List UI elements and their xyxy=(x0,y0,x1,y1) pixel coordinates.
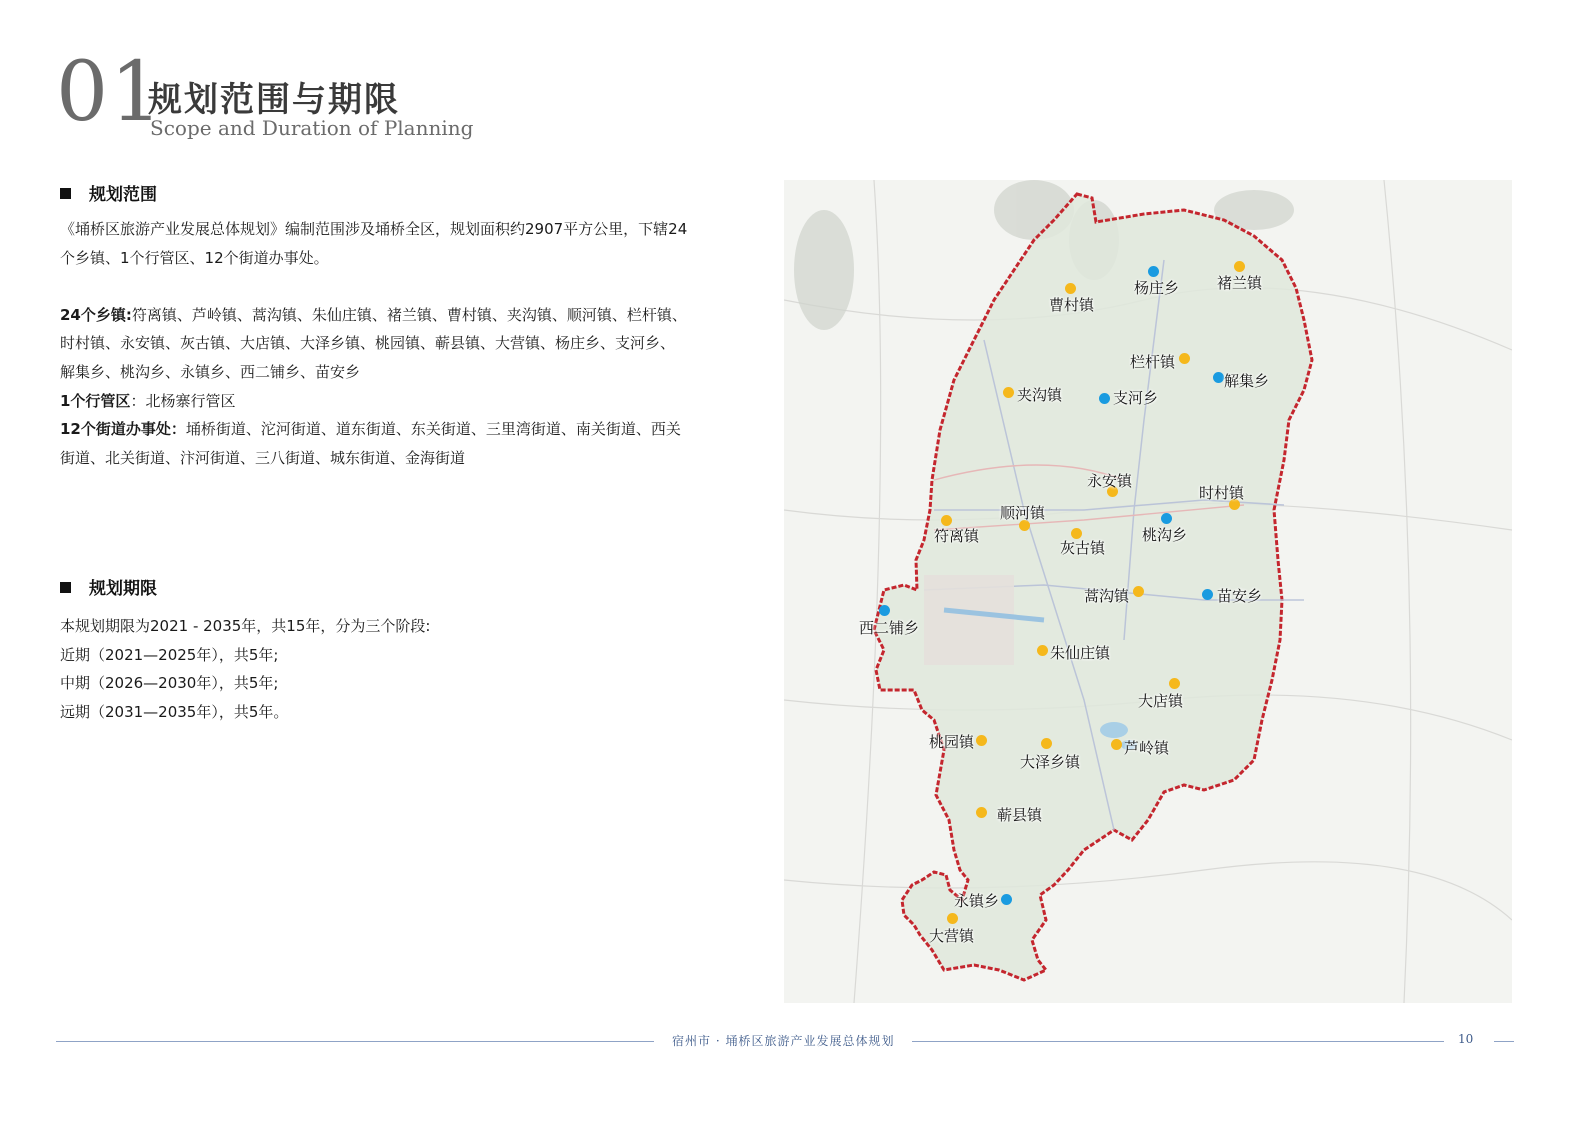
township-marker xyxy=(879,605,890,616)
place-label: 褚兰镇 xyxy=(1217,274,1263,292)
place-label: 苗安乡 xyxy=(1217,587,1263,605)
duration-line: 本规划期限为2021 - 2035年，共15年，分为三个阶段: xyxy=(60,617,431,635)
place-label: 大泽乡镇 xyxy=(1020,753,1081,771)
place-label: 曹村镇 xyxy=(1049,296,1095,314)
place-label: 芦岭镇 xyxy=(1124,739,1170,757)
place-label: 栏杆镇 xyxy=(1130,353,1176,371)
page-number: 10 xyxy=(1458,1032,1474,1046)
town-marker xyxy=(947,913,958,924)
town-marker xyxy=(976,735,987,746)
towns-line: 24个乡镇:符离镇、芦岭镇、蒿沟镇、朱仙庄镇、褚兰镇、曹村镇、夹沟镇、顺河镇、栏杆镇、 xyxy=(60,305,687,324)
place-label: 灰古镇 xyxy=(1060,539,1106,557)
scope-intro-line: 《埇桥区旅游产业发展总体规划》编制范围涉及埇桥全区，规划面积约2907平方公里，下辖24 xyxy=(60,220,688,238)
township-marker xyxy=(1001,894,1012,905)
town-marker xyxy=(1065,283,1076,294)
duration-line: 远期（2031—2035年），共5年。 xyxy=(60,702,289,721)
footer-rule xyxy=(56,1041,654,1042)
place-label: 时村镇 xyxy=(1199,484,1245,502)
page-subtitle: Scope and Duration of Planning xyxy=(150,116,474,140)
footer-title: 宿州市 · 埇桥区旅游产业发展总体规划 xyxy=(672,1034,895,1048)
district-map xyxy=(784,180,1512,1003)
admin-line: 1个行管区：北杨寨行管区 xyxy=(60,391,236,410)
duration-heading: 规划期限 xyxy=(60,574,157,599)
town-marker xyxy=(976,807,987,818)
section-number: 01 xyxy=(56,45,165,140)
bullet-square-icon xyxy=(60,582,71,593)
township-marker xyxy=(1213,372,1224,383)
township-marker xyxy=(1148,266,1159,277)
place-label: 支河乡 xyxy=(1113,389,1159,407)
place-label: 蕲县镇 xyxy=(997,806,1043,824)
page-title: 规划范围与期限 xyxy=(148,80,400,120)
place-label: 西二铺乡 xyxy=(859,619,920,637)
place-label: 符离镇 xyxy=(934,527,980,545)
place-label: 永安镇 xyxy=(1087,472,1133,490)
duration-line: 中期（2026—2030年），共5年; xyxy=(60,674,279,693)
town-marker xyxy=(1169,678,1180,689)
place-label: 杨庄乡 xyxy=(1134,279,1180,297)
place-label: 桃园镇 xyxy=(929,733,975,751)
town-marker xyxy=(1037,645,1048,656)
place-label: 大店镇 xyxy=(1138,692,1184,710)
scope-heading: 规划范围 xyxy=(60,180,157,205)
town-marker xyxy=(1234,261,1245,272)
place-label: 蒿沟镇 xyxy=(1084,587,1130,605)
streets-line: 街道、北关街道、汴河街道、三八街道、城东街道、金海街道 xyxy=(60,448,466,467)
place-label: 大营镇 xyxy=(929,927,975,945)
place-label: 永镇乡 xyxy=(954,892,1000,910)
town-marker xyxy=(1041,738,1052,749)
scope-intro-line: 个乡镇、1个行管区、12个街道办事处。 xyxy=(60,248,329,267)
scope-body xyxy=(60,215,730,472)
township-marker xyxy=(1099,393,1110,404)
township-marker xyxy=(1161,513,1172,524)
duration-line: 近期（2021—2025年），共5年; xyxy=(60,645,279,664)
towns-line: 解集乡、桃沟乡、永镇乡、西二铺乡、苗安乡 xyxy=(60,362,361,381)
town-marker xyxy=(1003,387,1014,398)
town-marker xyxy=(1179,353,1190,364)
township-marker xyxy=(1202,589,1213,600)
town-marker xyxy=(1133,586,1144,597)
streets-line: 12个街道办事处：埇桥街道、沱河街道、道东街道、东关街道、三里湾街道、南关街道、西关 xyxy=(60,420,681,439)
map-background xyxy=(784,180,1512,1003)
duration-body xyxy=(60,612,730,726)
place-label: 夹沟镇 xyxy=(1017,386,1063,404)
footer-rule xyxy=(912,1041,1444,1042)
place-label: 顺河镇 xyxy=(1000,504,1046,522)
place-label: 解集乡 xyxy=(1224,372,1270,390)
bullet-square-icon xyxy=(60,188,71,199)
town-marker xyxy=(1111,739,1122,750)
towns-line: 时村镇、永安镇、灰古镇、大店镇、大泽乡镇、桃园镇、蕲县镇、大营镇、杨庄乡、支河乡、 xyxy=(60,334,676,353)
place-label: 桃沟乡 xyxy=(1142,526,1188,544)
footer-rule xyxy=(1494,1041,1514,1042)
place-label: 朱仙庄镇 xyxy=(1050,644,1111,662)
